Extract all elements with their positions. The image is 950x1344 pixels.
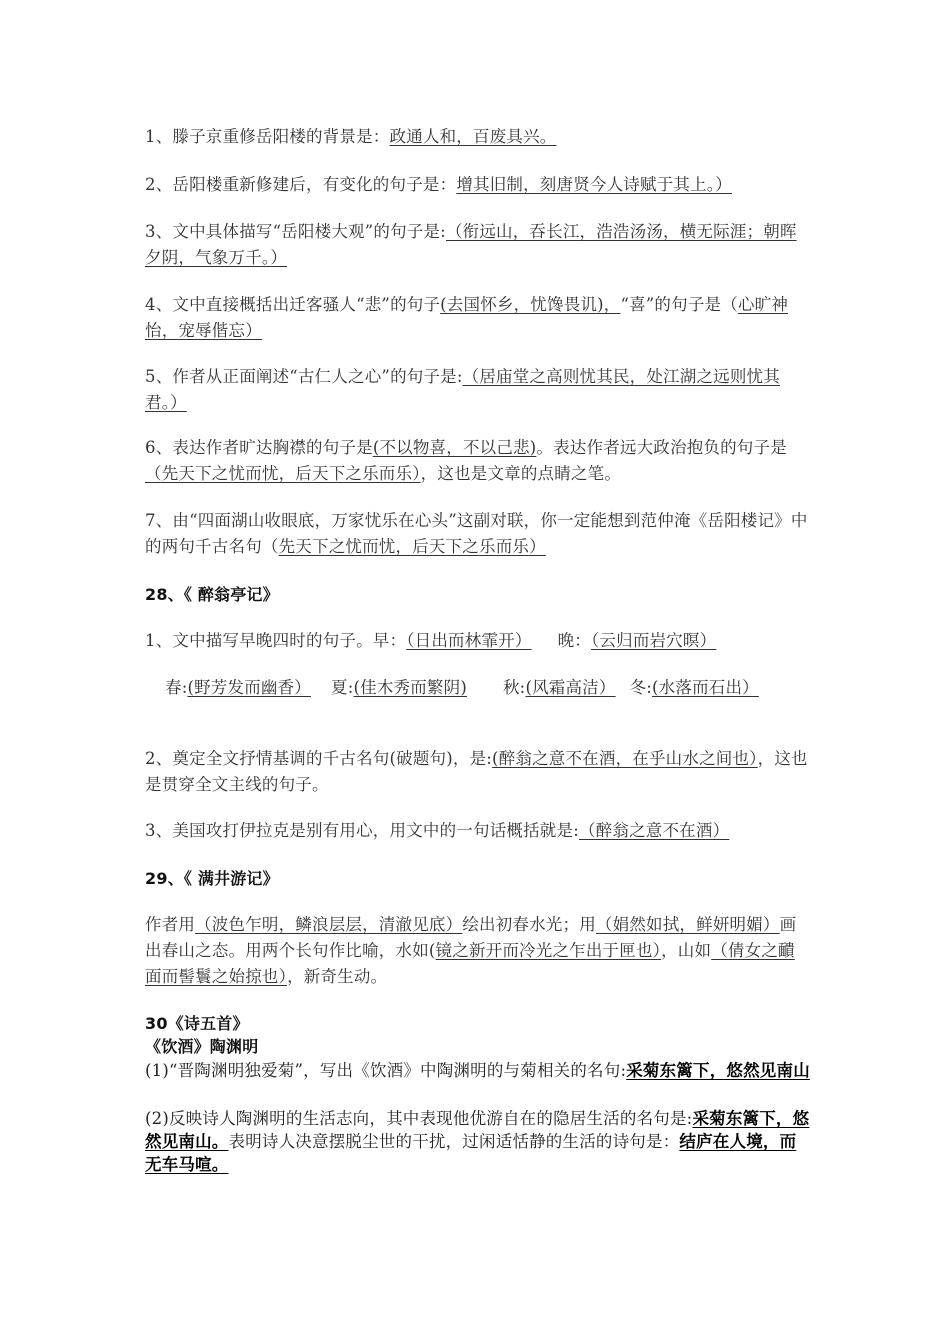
question-28-2: 2、奠定全文抒情基调的千古名句(破题句)，是:(醉翁之意不在酒，在乎山水之间也），这也是贯穿全文主线的句子。: [145, 749, 808, 794]
section-29-heading: 29、《 满井游记》: [145, 869, 279, 888]
answer: 政通人和，百废具兴。: [389, 127, 557, 146]
answer: （先天下之忧而忧，后天下之乐而乐）: [145, 464, 421, 483]
question-27-5: 5、作者从正面阐述“古仁人之心”的句子是:（居庙堂之高则忧其民，处江湖之远则忧其君。）: [145, 367, 780, 412]
poem-title: 《饮酒》陶渊明: [145, 1037, 259, 1056]
section-28-heading: 28、《 醉翁亭记》: [145, 585, 279, 604]
answer: 先天下之忧而忧，后天下之乐而乐）: [278, 537, 546, 556]
section-29-text: 作者用（波色乍明，鳞浪层层，清澈见底）绘出初春水光；用（娟然如拭，鲜妍明媚）画出春山之态。用两个长句作比喻，水如(镜之新开而冷光之乍出于匣也），山如（倩女之靧面而髻鬟之始掠也），新奇生动。: [145, 915, 797, 986]
question-28-1: 1、文中描写早晚四时的句子。早：（日出而林霏开） 晚：（云归而岩穴暝）: [145, 631, 717, 650]
question-30-1: (1)“晋陶渊明独爱菊”，写出《饮酒》中陶渊明的与菊相关的名句:采菊东篱下，悠然见南山: [145, 1061, 810, 1080]
question-27-7: 7、由“四面湖山收眼底，万家忧乐在心头”这副对联，你一定能想到范仲淹《岳阳楼记》中的两句千古名句（先天下之忧而忧，后天下之乐而乐）: [145, 511, 808, 556]
question-27-6: 6、表达作者旷达胸襟的句子是(不以物喜，不以己悲)。表达作者远大政治抱负的句子是（先天下之忧而忧，后天下之乐而乐），这也是文章的点睛之笔。: [145, 438, 787, 483]
question-28-3: 3、美国攻打伊拉克是别有用心，用文中的一句话概括就是:（醉翁之意不在酒）: [145, 821, 730, 840]
answer: （居庙堂之高则忧其民，处江湖之远则忧其君。）: [145, 367, 780, 412]
question-27-3: 3、文中具体描写“岳阳楼大观”的句子是:（衔远山，吞长江，浩浩汤汤，横无际涯；朝晖夕阴，气象万千。）: [145, 222, 797, 267]
question-27-4: 4、文中直接概括出迁客骚人“悲”的句子(去国怀乡，忧馋畏讥)，“喜”的句子是（心旷神怡，宠辱偕忘）: [145, 295, 789, 340]
answer: 增其旧制，刻唐贤今人诗赋于其上。）: [456, 175, 732, 194]
answer: 心旷神怡，宠辱偕忘）: [145, 295, 789, 340]
section-30-heading: 30《诗五首》: [145, 1014, 249, 1033]
question-27-1: 1、滕子京重修岳阳楼的背景是：政通人和，百废具兴。: [145, 127, 557, 146]
answer: (不以物喜，不以己悲): [372, 438, 537, 457]
answer: （衔远山，吞长江，浩浩汤汤，横无际涯；朝晖夕阴，气象万千。）: [145, 222, 797, 267]
seasons-line: 春:(野芳发而幽香） 夏:(佳木秀而繁阴) 秋:(风霜高洁） 冬:(水落而石出）: [165, 678, 759, 697]
answer: (去国怀乡，忧馋畏讥)，: [440, 295, 621, 314]
question-30-2: (2)反映诗人陶渊明的生活志向，其中表现他优游自在的隐居生活的名句是:采菊东篱下，悠然见南山。表明诗人决意摆脱尘世的干扰，过闲适恬静的生活的诗句是：结庐在人境，而无车马喧。: [145, 1109, 810, 1174]
question-27-2: 2、岳阳楼重新修建后，有变化的句子是：增其旧制，刻唐贤今人诗赋于其上。）: [145, 175, 732, 194]
